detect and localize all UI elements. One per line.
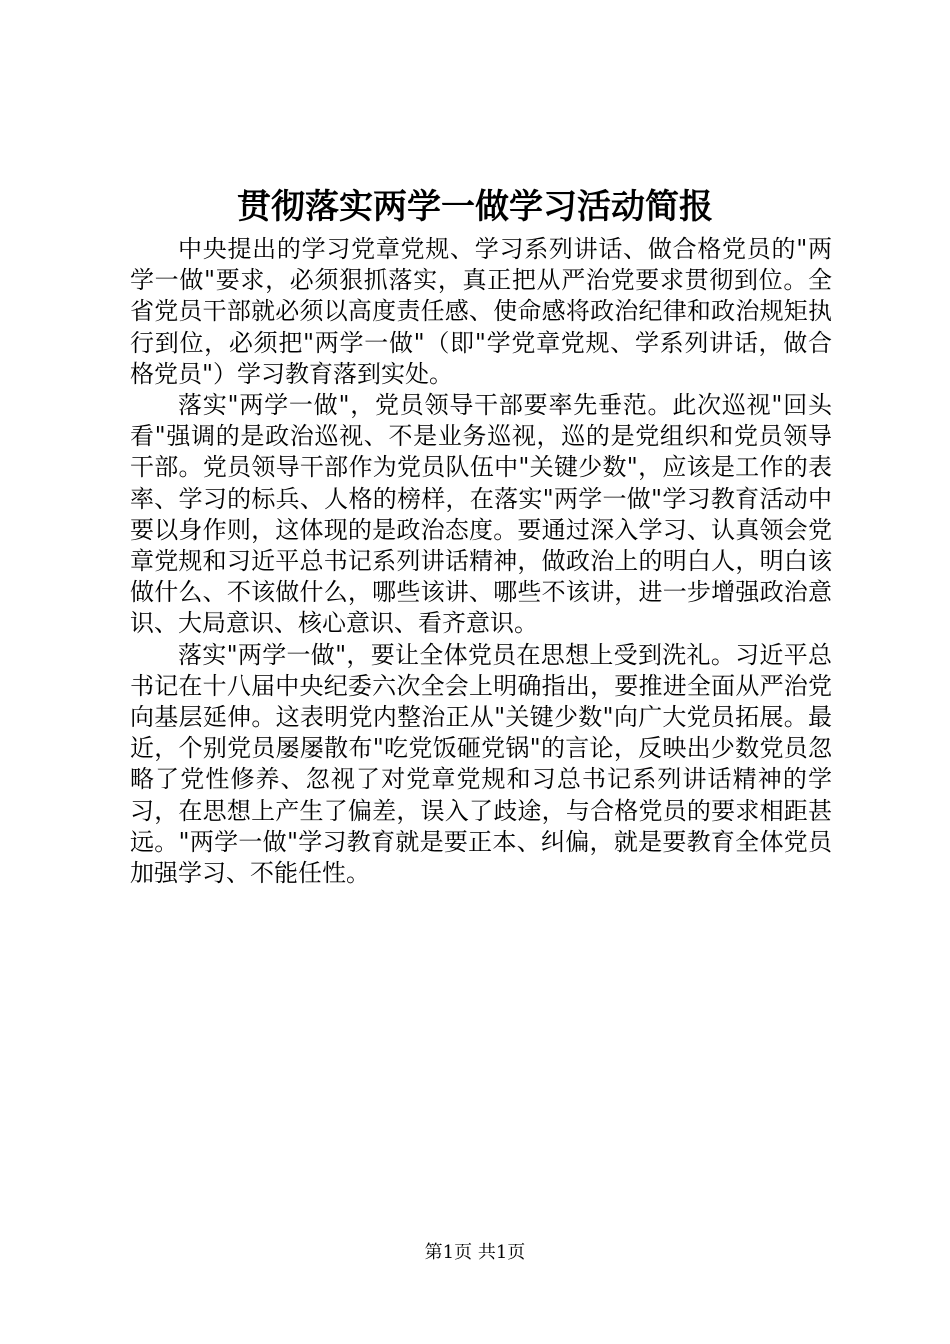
page-footer: 第1页 共1页 <box>424 1242 526 1263</box>
document-title: 贯彻落实两学一做学习活动简报 <box>237 187 713 227</box>
document-body <box>130 234 832 889</box>
paragraph-3: 落实"两学一做"，要让全体党员在思想上受到洗礼。习近平总书记在十八届中央纪委六次全会上明确指出，要推进全面从严治党向基层延伸。这表明党内整治正从"关键少数"向广大党员拓展。最近，个别党员屡屡散布"吃党饭砸党锅"的言论，反映出少数党员忽略了党性修养、忽视了对党章党规和习总书记系列讲话精神的学习，在思想上产生了偏差，误入了歧途，与合格党员的要求相距甚远。"两学一做"学习教育就是要正本、纠偏，就是要教育全体党员加强学习、不能任性。 <box>130 640 832 888</box>
paragraph-1: 中央提出的学习党章党规、学习系列讲话、做合格党员的"两学一做"要求，必须狠抓落实，真正把从严治党要求贯彻到位。全省党员干部就必须以高度责任感、使命感将政治纪律和政治规矩执行到位，必须把"两学一做"（即"学党章党规、学系列讲话，做合格党员"）学习教育落到实处。 <box>130 235 832 388</box>
paragraph-2: 落实"两学一做"，党员领导干部要率先垂范。此次巡视"回头看"强调的是政治巡视、不是业务巡视，巡的是党组织和党员领导干部。党员领导干部作为党员队伍中"关键少数"，应该是工作的表率、学习的标兵、人格的榜样，在落实"两学一做"学习教育活动中要以身作则，这体现的是政治态度。要通过深入学习、认真领会党章党规和习近平总书记系列讲话精神，做政治上的明白人，明白该做什么、不该做什么，哪些该讲、哪些不该讲，进一步增强政治意识、大局意识、核心意识、看齐意识。 <box>130 391 832 638</box>
